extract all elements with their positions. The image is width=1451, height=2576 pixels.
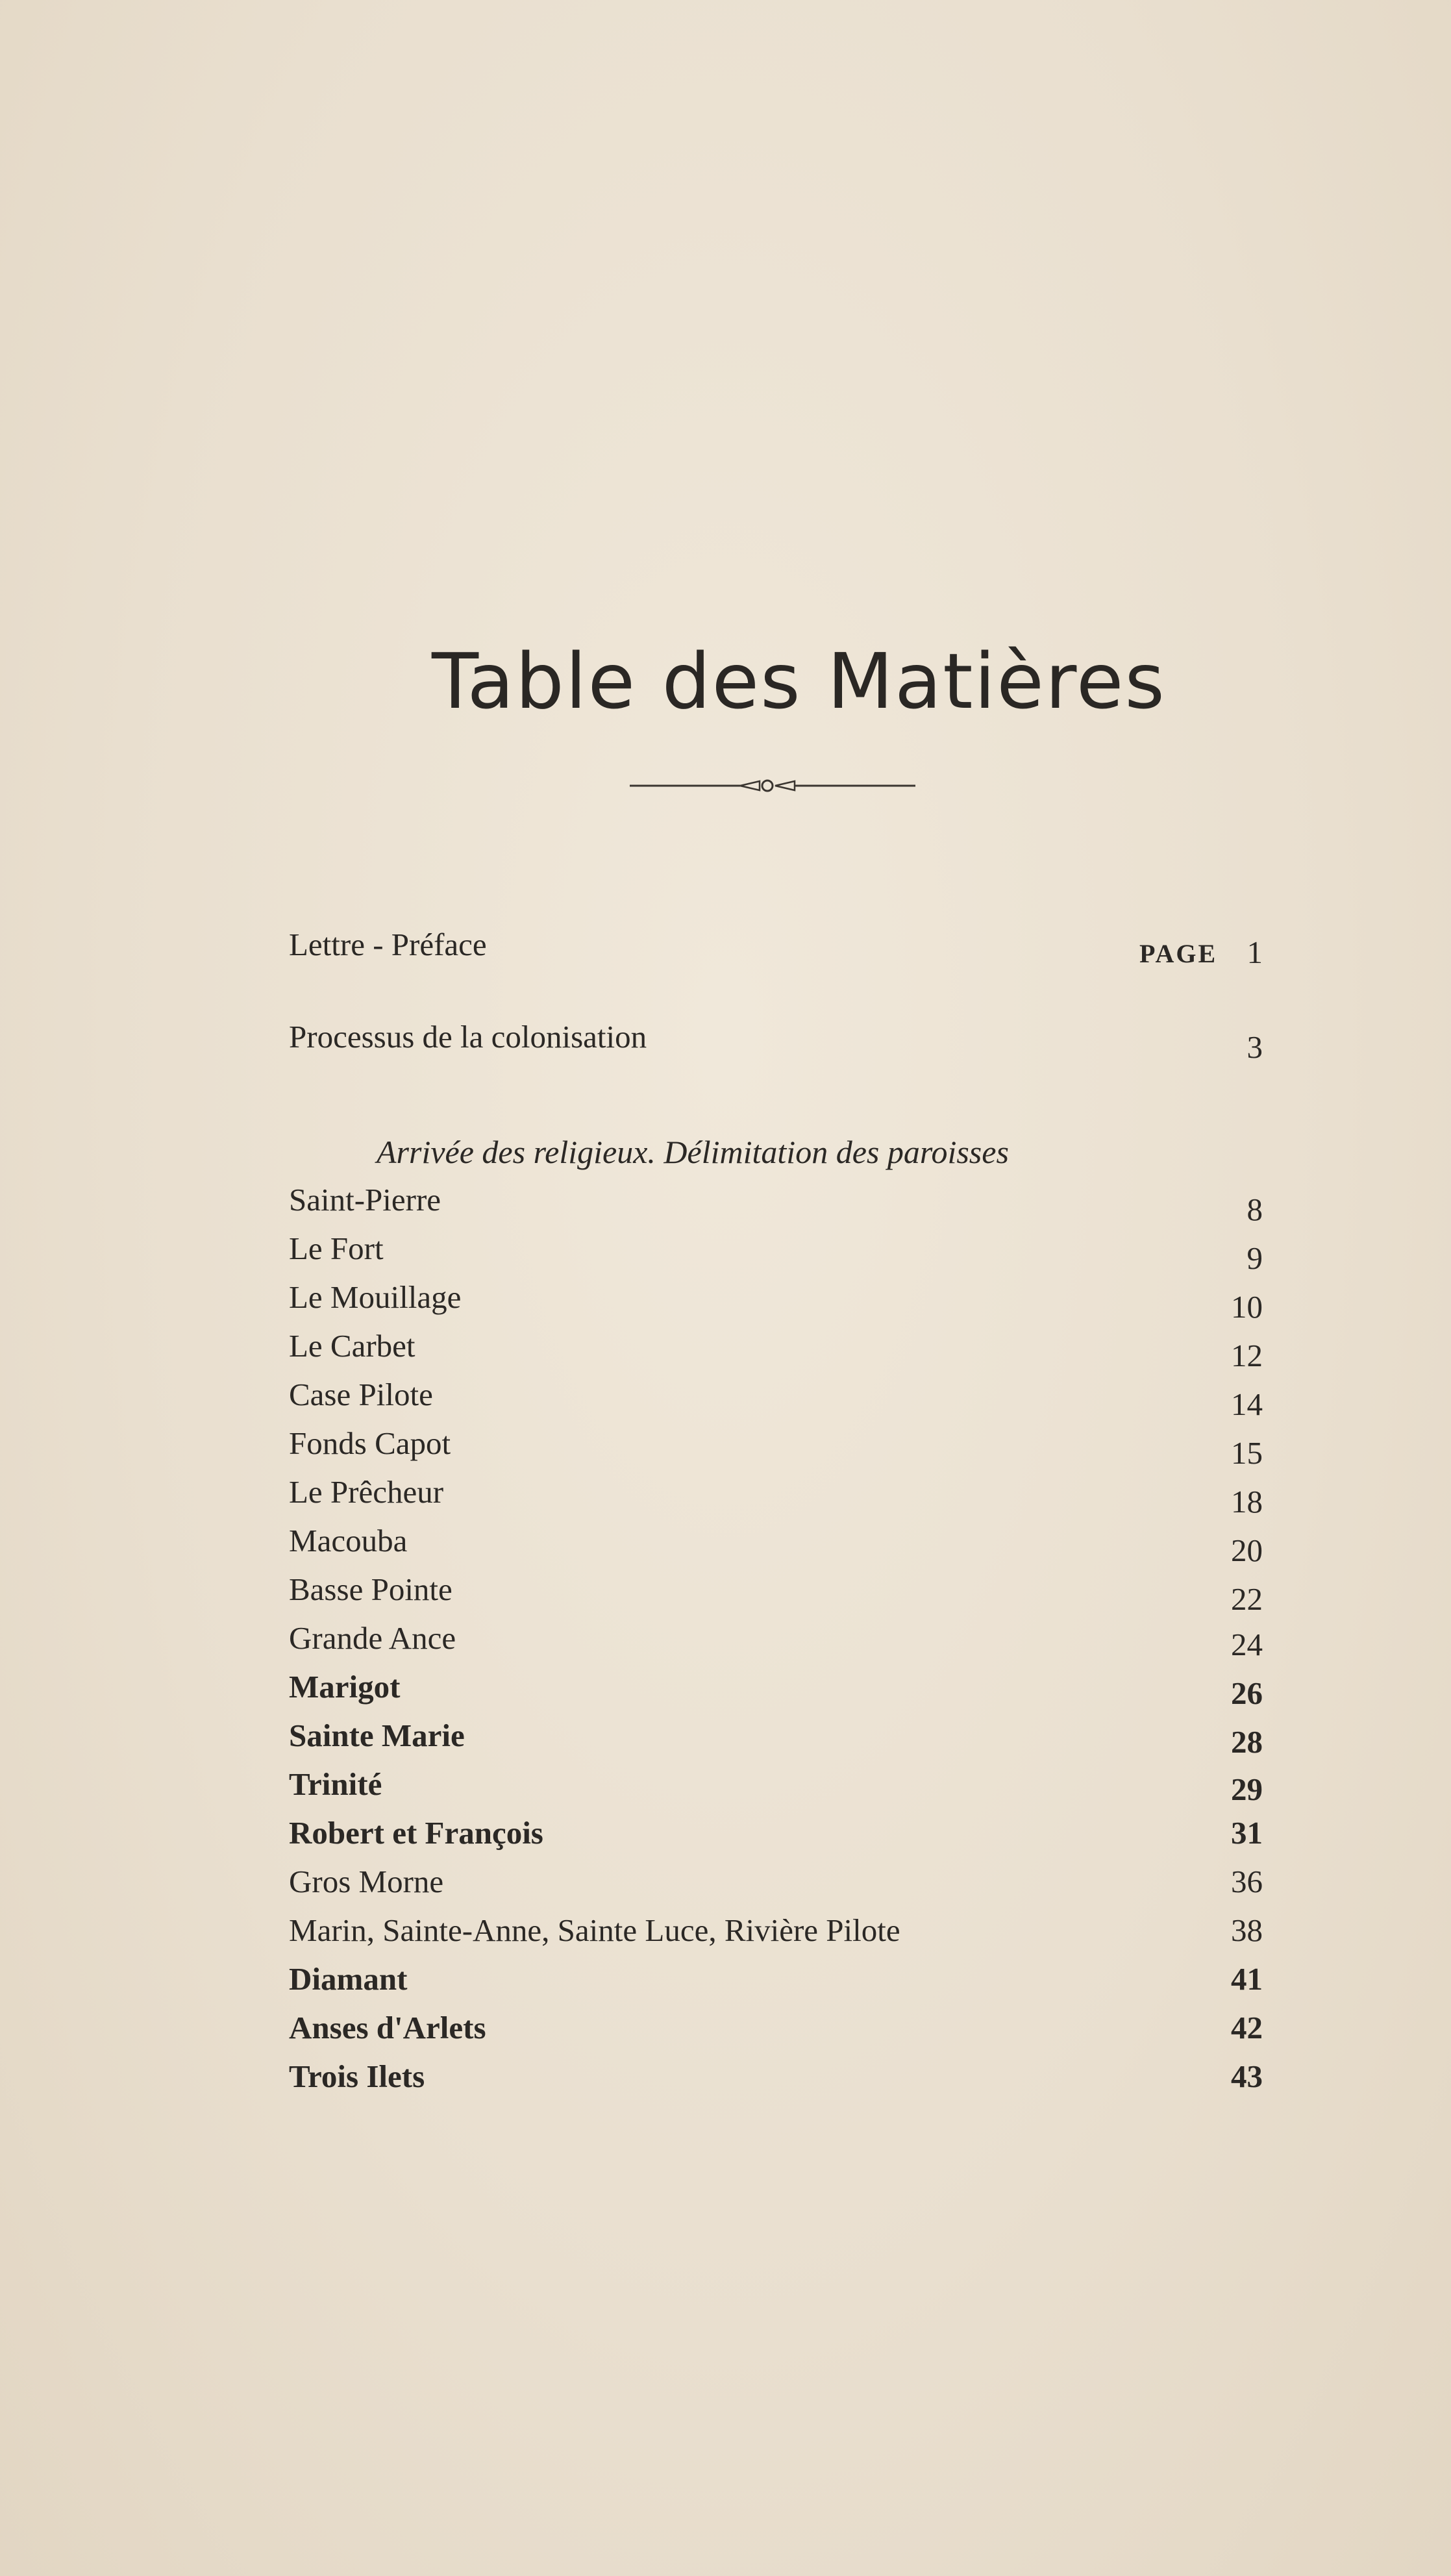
page-column-label: PAGE [1139,939,1218,968]
toc-entry-label: Trois Ilets [289,2058,425,2094]
toc-entry-page: 18 [1231,1484,1263,1519]
toc-entry-page: 12 [1231,1338,1263,1373]
toc-entry-page: 10 [1231,1289,1263,1325]
toc-entry-page: 26 [1231,1675,1263,1711]
toc-entry-page: 24 [1231,1627,1263,1662]
page-title: Table des Matières [432,636,1166,726]
toc-entry-label: Sainte Marie [289,1718,465,1753]
toc-entry-label: Macouba [289,1523,408,1558]
toc-entry-label: Trinité [289,1766,382,1802]
toc-entry-page: 36 [1231,1864,1263,1899]
toc-entry-page: 38 [1231,1912,1263,1948]
toc-entry-label: Case Pilote [289,1377,433,1412]
toc-entry-page: 43 [1231,2058,1263,2094]
title-ornament [630,776,915,795]
toc-entry-label: Le Prêcheur [289,1474,444,1510]
toc-entry-page: 29 [1231,1771,1263,1807]
toc-entry-label: Grande Ance [289,1620,456,1656]
toc-entry-page: 22 [1231,1581,1263,1617]
toc-entry-page: 41 [1231,1961,1263,1997]
section-heading: Arrivée des religieux. Délimitation des paroisses [377,1134,1009,1170]
toc-entry-label: Lettre - Préface [289,927,487,962]
toc-entry-label: Marigot [289,1669,401,1705]
toc-entry-label: Anses d'Arlets [289,2010,486,2045]
toc-entry-label: Marin, Sainte-Anne, Sainte Luce, Rivière Pilote [289,1912,900,1948]
toc-entry-page: 3 [1246,1029,1263,1065]
toc-entry-label: Diamant [289,1961,408,1997]
toc-entry-label: Gros Morne [289,1864,444,1899]
toc-entry-label: Processus de la colonisation [289,1019,647,1055]
toc-entry-label: Fonds Capot [289,1425,451,1461]
toc-entry-label: Le Fort [289,1231,384,1266]
toc-entry-label: Robert et François [289,1815,543,1851]
toc-entry-page: 9 [1246,1240,1263,1276]
toc-entry-page: 28 [1231,1724,1263,1760]
toc-entry-page: 15 [1231,1435,1263,1471]
toc-entry-label: Le Carbet [289,1328,415,1364]
toc-entry-page: 8 [1246,1192,1263,1227]
toc-entry-page: 1 [1246,934,1263,970]
toc-entry-label: Basse Pointe [289,1571,453,1607]
toc-entry-page: 14 [1231,1386,1263,1422]
toc-entry-page: 20 [1231,1532,1263,1568]
toc-entry-page: 42 [1231,2010,1263,2045]
toc-entry-label: Saint-Pierre [289,1182,441,1218]
toc-entry-label: Le Mouillage [289,1279,462,1315]
toc-entry-page: 31 [1231,1815,1263,1851]
